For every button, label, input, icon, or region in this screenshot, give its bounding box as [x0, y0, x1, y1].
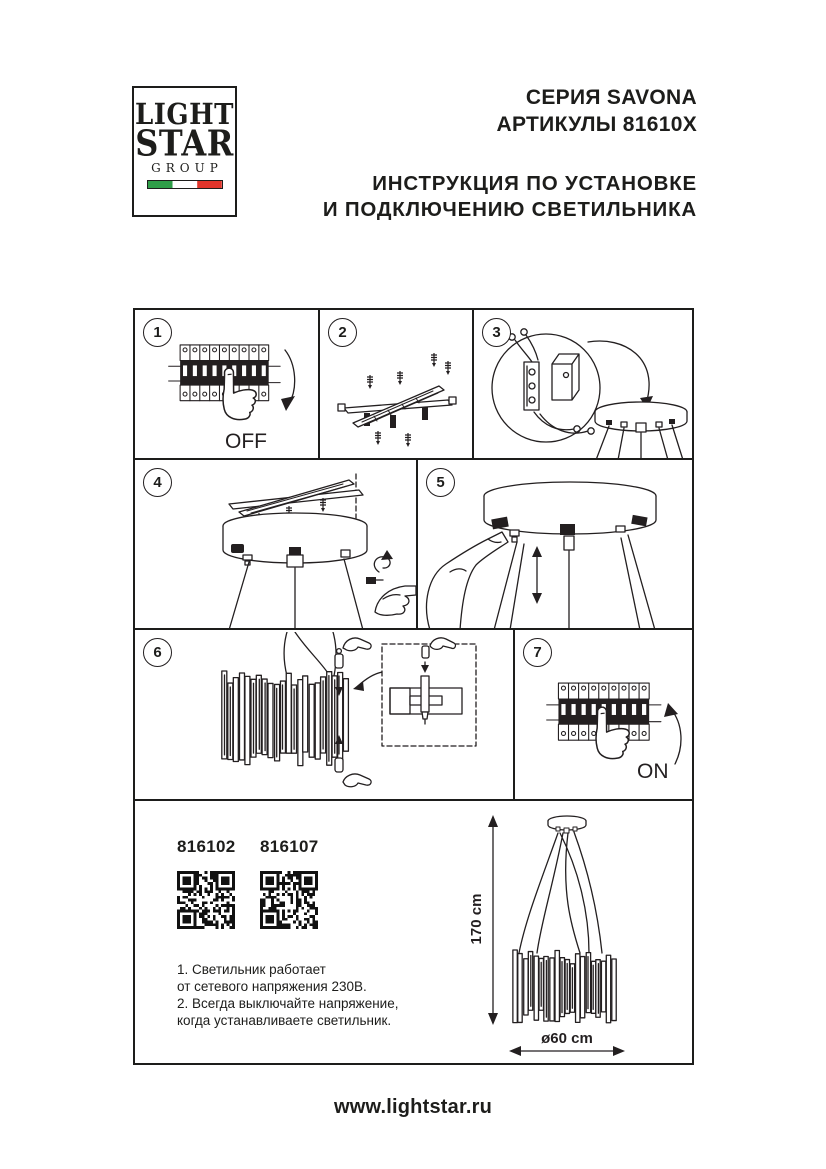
step-4-panel — [133, 458, 418, 630]
document-header — [280, 84, 697, 223]
step-7-panel — [513, 628, 694, 801]
canopy-mounting-illustration — [137, 462, 418, 630]
hand-icon — [375, 586, 416, 615]
magnifier-circle — [492, 334, 600, 442]
step-5-panel — [416, 458, 694, 630]
article-number-1: 816102 — [177, 837, 236, 856]
chandelier-shade-icon — [513, 950, 616, 1023]
lamp-icon — [335, 654, 343, 668]
lightstar-logo — [132, 86, 237, 217]
step-6-panel — [133, 628, 515, 801]
product-info-panel — [133, 799, 694, 1065]
step-2-panel — [318, 308, 474, 460]
step-4-number: 4 — [143, 468, 172, 497]
step-7-number: 7 — [523, 638, 552, 667]
hand-icon — [427, 532, 508, 630]
instruction-title-line1: ИНСТРУКЦИЯ ПО УСТАНОВКЕ — [372, 172, 697, 195]
diameter-label: ø60 cm — [541, 1030, 593, 1047]
italian-flag-icon — [147, 180, 223, 189]
note-line: когда устанавливаете светильник. — [177, 1013, 392, 1028]
logo-word-light: LIGHT — [134, 98, 235, 132]
series-title: СЕРИЯ SAVONA — [525, 86, 697, 109]
dimension-drawing — [137, 803, 694, 1065]
step-2-number: 2 — [328, 318, 357, 347]
on-label: ON — [637, 760, 669, 783]
height-label: 170 cm — [468, 893, 485, 945]
step-1-panel — [133, 308, 320, 460]
step-6-number: 6 — [143, 638, 172, 667]
arrow-up-icon — [671, 709, 681, 764]
chandelier-shade-icon — [222, 671, 349, 766]
hand-icon — [343, 638, 371, 651]
note-line: 2. Всегда выключайте напряжение, — [177, 996, 399, 1011]
arrow-down-icon — [285, 350, 295, 404]
articles-title: АРТИКУЛЫ 81610X — [496, 113, 697, 136]
height-adjust-illustration — [420, 462, 694, 630]
off-label: OFF — [225, 430, 267, 453]
steps-grid — [133, 308, 694, 1065]
lamp-icon — [335, 758, 343, 772]
website-url: www.lightstar.ru — [333, 1096, 493, 1118]
lamp-install-illustration — [137, 632, 515, 801]
step-1-number: 1 — [143, 318, 172, 347]
instruction-title — [280, 171, 697, 223]
article-number-2: 816107 — [260, 837, 319, 856]
note-line: от сетевого напряжения 230В. — [177, 979, 367, 994]
instruction-title-line2: И ПОДКЛЮЧЕНИЮ СВЕТИЛЬНИКА — [322, 198, 697, 221]
step-5-number: 5 — [426, 468, 455, 497]
step-3-number: 3 — [482, 318, 511, 347]
logo-word-star: STAR — [135, 121, 234, 165]
step-3-panel — [472, 308, 694, 460]
hand-icon — [343, 774, 371, 787]
nut-icon — [366, 577, 376, 584]
note-line: 1. Светильник работает — [177, 962, 326, 977]
logo-word-group: GROUP — [151, 161, 223, 175]
